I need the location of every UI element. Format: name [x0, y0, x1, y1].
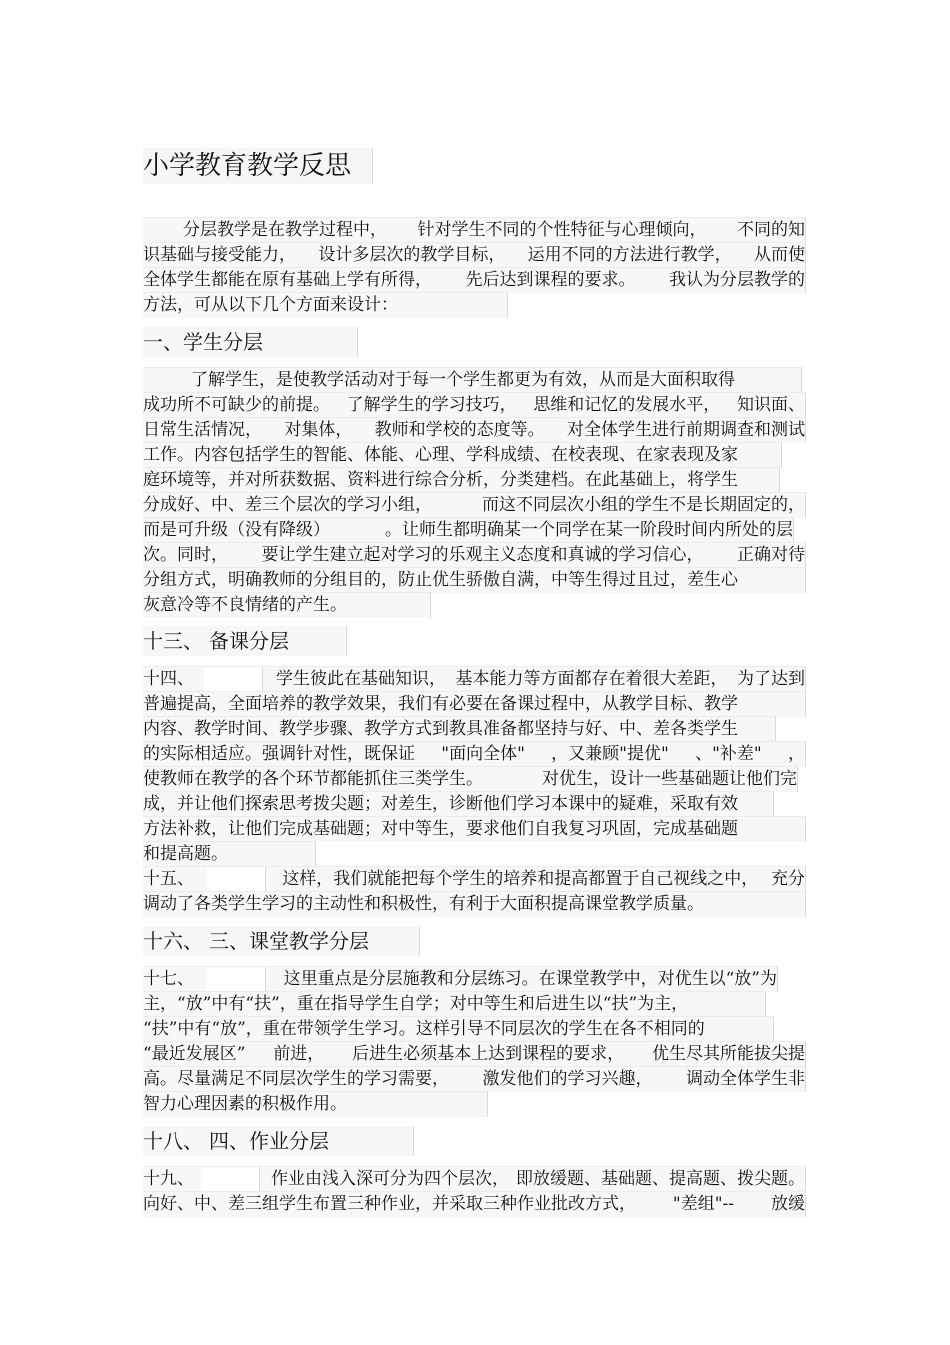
section1-line	[143, 417, 806, 443]
section3-line	[143, 966, 778, 992]
text-segment: 成功所不可缺少的前提。	[143, 395, 330, 415]
text-segment: 设计多层次的教学目标，	[318, 245, 506, 265]
text-segment: 了解学生的学习技巧，	[346, 395, 517, 415]
section1-line	[143, 442, 782, 468]
section1-line	[143, 492, 806, 518]
text-segment: 优生尽其所能拔尖提	[651, 1044, 805, 1064]
text-segment: 灰意冷等不良情绪的产生。	[143, 595, 347, 615]
text-segment: 要让学生建立起对学习的乐观主义态度和真诚的学习信心，	[261, 545, 704, 565]
section2-line	[143, 791, 774, 817]
text-segment: 和提高题。	[143, 844, 228, 864]
section3-line	[143, 1066, 806, 1092]
text-segment: 为了达到	[737, 669, 805, 689]
text-segment: 从而使	[753, 245, 805, 265]
text-segment: 而这不同层次小组的学生不是长期固定的，	[482, 495, 805, 515]
text-segment: 了解学生，是使教学活动对于每一个学生都更为有效，从而是大面积取得	[191, 370, 735, 390]
list-number: 十五、	[143, 869, 194, 889]
text-segment: 使教师在教学的各个环节都能抓住三类学生。	[143, 769, 483, 789]
text-segment: 方法补救，让他们完成基础题；对中等生，要求他们自我复习巩固，完成基础题	[143, 819, 738, 839]
text-segment: 我认为分层教学的	[669, 270, 805, 290]
text-segment: 充分	[770, 869, 805, 889]
text-segment: 对全体学生进行前期调查和测试	[566, 420, 805, 440]
text-segment: 次。同时，	[143, 545, 228, 565]
text-segment: 高。尽量满足不同层次学生的学习需要，	[143, 1069, 449, 1089]
text-segment: 普遍提高，全面培养的教学效果，我们有必要在备课过程中，从教学目标、教学	[143, 694, 738, 714]
indent-gap	[204, 667, 263, 692]
section1-line	[143, 592, 431, 618]
text-segment: 教师和学校的态度等。	[374, 420, 545, 440]
heading-text: 三、课堂教学分层	[209, 929, 369, 953]
text-segment: 激发他们的学习兴趣，	[482, 1069, 653, 1089]
list-number: 十七、	[143, 969, 194, 989]
text-segment: 日常生活情况，	[143, 420, 262, 440]
text-segment: 前进，	[273, 1044, 325, 1064]
section1-line	[143, 517, 794, 543]
text-segment: 这里重点是分层施教和分层练习。在课堂教学中，对优生以“放”为	[283, 969, 777, 989]
section2-line	[143, 841, 316, 867]
text-segment: 识基础与接受能力，	[143, 245, 296, 265]
intro-line	[143, 242, 806, 268]
section3-line	[143, 1016, 774, 1042]
section2-extra-line	[143, 891, 806, 917]
text-segment: 对优生，设计一些基础题让他们完	[542, 769, 797, 789]
section3-line	[143, 1041, 806, 1067]
indent-gap	[207, 867, 266, 892]
text-segment: 智力心理因素的积极作用。	[143, 1094, 347, 1114]
section-heading	[143, 626, 347, 656]
intro-line	[143, 292, 508, 318]
list-number: 十四、	[143, 669, 194, 689]
text-segment: 方法，可从以下几个方面来设计：	[143, 295, 398, 315]
list-number: 十六、	[143, 929, 203, 953]
list-number: 十九、	[143, 1169, 194, 1189]
heading-text: 四、作业分层	[209, 1129, 329, 1153]
text-segment: 即放缓题、基础题、提高题、拨尖题。	[516, 1169, 805, 1189]
list-number: 十八、	[143, 1129, 203, 1153]
text-segment: “最近发展区”	[143, 1044, 246, 1064]
text-segment: 基本能力等方面都存在着很大差距，	[455, 669, 728, 689]
text-segment: "差组"--	[672, 1194, 735, 1214]
text-segment: 主，“放”中有“扶”，重在指导学生自学；对中等生和后进生以“扶”为主，	[143, 994, 689, 1014]
intro-line	[143, 217, 806, 243]
section3-line	[143, 1091, 488, 1117]
text-segment: 向好、中、差三组学生布置三种作业，并采取三种作业批改方式，	[143, 1194, 636, 1214]
text-segment: 针对学生不同的个性特征与心理倾向，	[417, 220, 707, 240]
section2-extra-line	[143, 866, 806, 892]
text-segment: 知识面、	[736, 395, 805, 415]
text-segment: 、"补差"	[695, 744, 762, 764]
indent-gap	[207, 967, 266, 992]
text-segment: ，	[787, 744, 805, 764]
text-segment: 内容、教学时间、教学步骤、教学方式到教具准备都坚持与好、中、差各类学生	[143, 719, 738, 739]
heading-text: 一、学生分层	[143, 330, 263, 354]
text-segment: 先后达到课程的要求。	[465, 270, 636, 290]
text-segment: 对集体，	[284, 420, 353, 440]
text-segment: 分层教学是在教学过程中，	[183, 220, 387, 240]
text-segment: 而是可升级（没有降级）	[143, 520, 330, 540]
text-segment: 这样，我们就能把每个学生的培养和提高都置于自己视线之中，	[282, 869, 759, 889]
text-segment: 全体学生都能在原有基础上学有所得，	[143, 270, 432, 290]
text-segment: 正确对待	[737, 545, 805, 565]
text-segment: 的实际相适应。强调针对性，既保证	[143, 744, 415, 764]
text-segment: “扶”中有“放”，重在带领学生学习。这样引导不同层次的学生在各不相同的	[143, 1019, 705, 1039]
text-segment: ，又兼顾"提优"	[551, 744, 669, 764]
section-heading	[143, 327, 358, 357]
section1-line	[143, 367, 802, 393]
section-heading	[143, 926, 420, 956]
section2-line	[143, 691, 806, 717]
text-segment: 运用不同的方法进行教学，	[527, 245, 732, 265]
text-segment: 调动了各类学生学习的主动性和积极性，有利于大面积提高课堂教学质量。	[143, 894, 704, 914]
section4-line	[143, 1191, 806, 1217]
section2-line	[143, 716, 776, 742]
text-segment: 思维和记忆的发展水平，	[533, 395, 721, 415]
text-segment: 工作。内容包括学生的智能、体能、心理、学科成绩、在校表现、在家表现及家	[143, 445, 738, 465]
section1-line	[143, 467, 780, 493]
section1-line	[143, 392, 806, 418]
text-segment: 学生彼此在基础知识，	[276, 669, 446, 689]
section2-line	[143, 816, 806, 842]
section1-line	[143, 542, 806, 568]
text-segment: 放缓	[770, 1194, 805, 1214]
document-title: 小学教育教学反思	[143, 148, 373, 184]
list-number: 十三、	[143, 629, 203, 653]
text-segment: 后进生必须基本上达到课程的要求，	[352, 1044, 625, 1064]
text-segment: 作业由浅入深可分为四个层次，	[271, 1169, 509, 1189]
section4-line	[143, 1166, 806, 1192]
indent-gap	[201, 1167, 260, 1192]
heading-text: 备课分层	[209, 629, 289, 653]
text-segment: 分成好、中、差三个层次的学习小组，	[143, 495, 432, 515]
text-segment: 庭环境等，并对所获数据、资料进行综合分析，分类建档。在此基础上，将学生	[143, 470, 738, 490]
section2-line	[143, 666, 806, 692]
section1-line	[143, 567, 806, 593]
text-segment: 。让师生都明确某一个同学在某一阶段时间内所处的层	[385, 520, 793, 540]
section2-line	[143, 766, 798, 792]
text-segment: 调动全体学生非	[686, 1069, 805, 1089]
section-heading	[143, 1126, 414, 1156]
section3-line	[143, 991, 766, 1017]
text-segment: "面向全体"	[441, 744, 525, 764]
text-segment: 分组方式，明确教师的分组目的，防止优生骄傲自满，中等生得过且过，差生心	[143, 570, 738, 590]
intro-line	[143, 267, 806, 293]
text-segment: 成，并让他们探索思考拨尖题；对差生，诊断他们学习本课中的疑难，采取有效	[143, 794, 738, 814]
section2-line	[143, 741, 806, 767]
text-segment: 不同的知	[737, 220, 805, 240]
